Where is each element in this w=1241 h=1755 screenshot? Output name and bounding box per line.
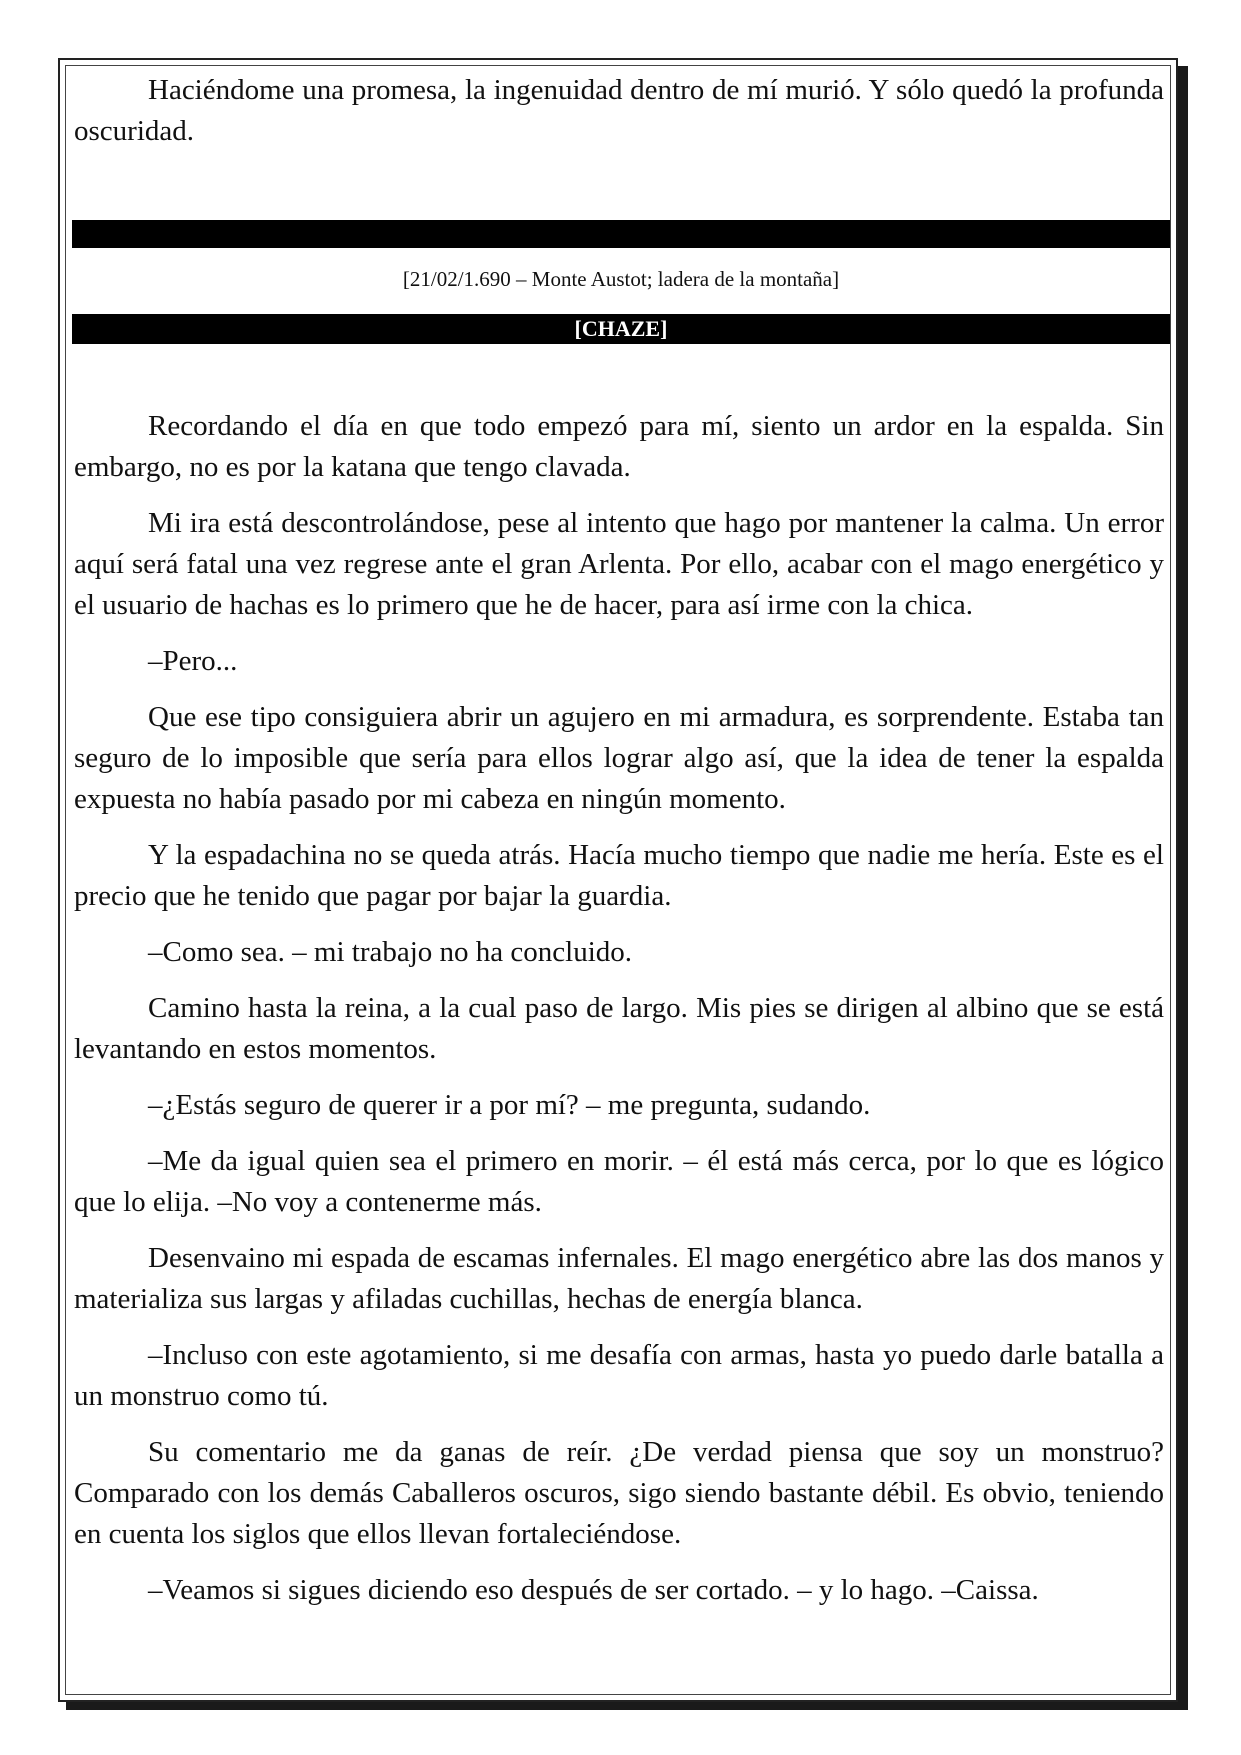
body-paragraph: Su comentario me da ganas de reír. ¿De verdad piensa que soy un monstruo? Comparado con los demás Caballeros oscuros, sigo siendo bastante débil. Es obvio, teniendo en cuenta los siglos que ellos llevan fortaleciéndose.: [74, 1436, 1164, 1550]
section-date-location: [21/02/1.690 – Monte Austot; ladera de la montaña]: [402, 267, 840, 291]
section-divider-bar: [72, 220, 1170, 248]
intro-section: [74, 70, 1164, 167]
body-paragraph: –Veamos si sigues diciendo eso después de ser cortado. – y lo hago. –Caissa.: [148, 1574, 1039, 1606]
body-paragraph: Que ese tipo consiguiera abrir un agujero en mi armadura, es sorprendente. Estaba tan seguro de lo imposible que sería para ellos lograr algo así, que la idea de tener la espalda expuesta no había pasado por mi cabeza en ningún momento.: [74, 701, 1164, 815]
body-paragraph: –Pero...: [148, 645, 238, 677]
body-paragraph: –Como sea. – mi trabajo no ha concluido.: [148, 936, 633, 968]
body-paragraph: Camino hasta la reina, a la cual paso de largo. Mis pies se dirigen al albino que se está levantando en estos momentos.: [74, 992, 1164, 1065]
body-paragraph: –Me da igual quien sea el primero en morir. – él está más cerca, por lo que es lógico que lo elija. –No voy a contenerme más.: [74, 1145, 1164, 1218]
section-character-label: [CHAZE]: [574, 316, 668, 341]
body-paragraph: Recordando el día en que todo empezó para mí, siento un ardor en la espalda. Sin embargo, no es por la katana que tengo clavada.: [74, 410, 1164, 483]
intro-paragraph: Haciéndome una promesa, la ingenuidad dentro de mí murió. Y sólo quedó la profunda oscuridad.: [74, 74, 1164, 147]
body-paragraph: Mi ira está descontrolándose, pese al intento que hago por mantener la calma. Un error aquí será fatal una vez regrese ante el gran Arlenta. Por ello, acabar con el mago energético y el usuario de hachas es lo primero que he de hacer, para así irme con la chica.: [74, 507, 1164, 621]
chapter-body: [74, 406, 1164, 1626]
body-paragraph: –¿Estás seguro de querer ir a por mí? – me pregunta, sudando.: [148, 1089, 871, 1121]
section-character-band: [72, 314, 1170, 344]
body-paragraph: –Incluso con este agotamiento, si me desafía con armas, hasta yo puedo darle batalla a un monstruo como tú.: [74, 1339, 1164, 1412]
body-paragraph: Y la espadachina no se queda atrás. Hacía mucho tiempo que nadie me hería. Este es el precio que he tenido que pagar por bajar la guardia.: [74, 839, 1164, 912]
body-paragraph: Desenvaino mi espada de escamas infernales. El mago energético abre las dos manos y materializa sus largas y afiladas cuchillas, hechas de energía blanca.: [74, 1242, 1164, 1315]
